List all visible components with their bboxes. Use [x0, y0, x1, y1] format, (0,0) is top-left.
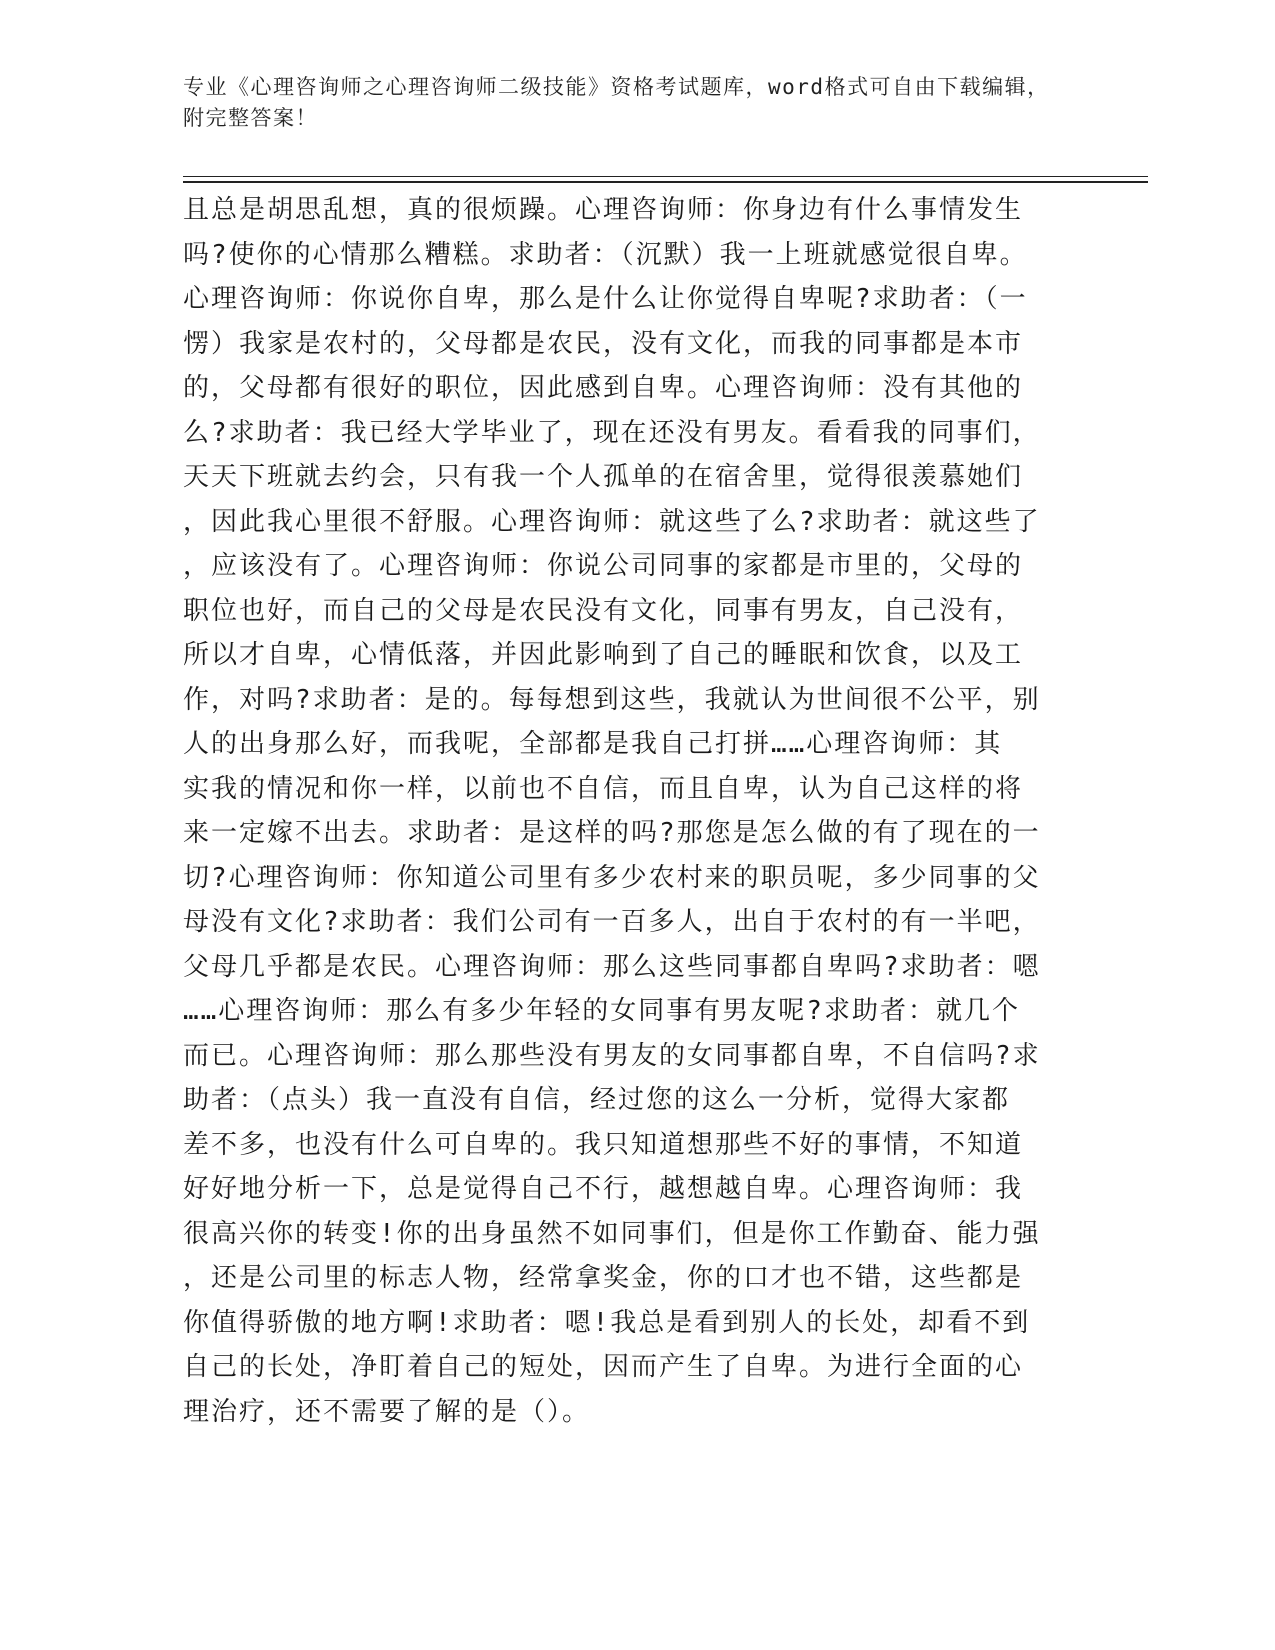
body-line: 母没有文化?求助者：我们公司有一百多人，出自于农村的有一半吧，	[183, 907, 1041, 937]
body-line: ……心理咨询师：那么有多少年轻的女同事有男友呢?求助者：就几个	[183, 996, 1020, 1026]
body-line: 且总是胡思乱想，真的很烦躁。心理咨询师：你身边有什么事情发生	[183, 195, 1024, 225]
body-line: 理治疗，还不需要了解的是（）。	[183, 1396, 591, 1427]
body-line: 人的出身那么好，而我呢，全部都是我自己打拼……心理咨询师：其	[183, 729, 1003, 759]
body-line: 吗?使你的心情那么糟糕。求助者：（沉默）我一上班就感觉很自卑。	[183, 239, 1028, 270]
body-line: ，应该没有了。心理咨询师：你说公司同事的家都是市里的，父母的	[183, 551, 1024, 581]
body-line: 父母几乎都是农民。心理咨询师：那么这些同事都自卑吗?求助者：嗯	[183, 951, 1041, 982]
body-line: 差不多，也没有什么可自卑的。我只知道想那些不好的事情，不知道	[183, 1129, 1024, 1160]
body-line: 实我的情况和你一样，以前也不自信，而且自卑，认为自己这样的将	[183, 773, 1024, 804]
body-line: 心理咨询师：你说你自卑，那么是什么让你觉得自卑呢?求助者：（一	[183, 284, 1028, 314]
body-line: 切?心理咨询师：你知道公司里有多少农村来的职员呢，多少同事的父	[183, 862, 1041, 893]
body-line: 所以才自卑，心情低落，并因此影响到了自己的睡眠和饮食，以及工	[183, 640, 1024, 670]
body-line: 你值得骄傲的地方啊!求助者：嗯!我总是看到别人的长处，却看不到	[183, 1307, 1031, 1338]
body-line: 好好地分析一下，总是觉得自己不行，越想越自卑。心理咨询师：我	[183, 1174, 1024, 1204]
body-line: 自己的长处，净盯着自己的短处，因而产生了自卑。为进行全面的心	[183, 1352, 1024, 1382]
body-line: 很高兴你的转变!你的出身虽然不如同事们，但是你工作勤奋、能力强	[183, 1218, 1041, 1249]
body-line: ，因此我心里很不舒服。心理咨询师：就这些了么?求助者：就这些了	[183, 506, 1041, 537]
body-line: 作，对吗?求助者：是的。每每想到这些，我就认为世间很不公平，别	[183, 684, 1041, 715]
body-line: 么?求助者：我已经大学毕业了，现在还没有男友。看看我的同事们，	[183, 417, 1041, 448]
body-line: 职位也好，而自己的父母是农民没有文化，同事有男友，自己没有，	[183, 595, 1024, 626]
body-line: 来一定嫁不出去。求助者：是这样的吗?那您是怎么做的有了现在的一	[183, 818, 1041, 848]
body-line: 愣）我家是农村的，父母都是农民，没有文化，而我的同事都是本市	[183, 328, 1024, 359]
body-line: 天天下班就去约会，只有我一个人孤单的在宿舍里，觉得很羡慕她们	[183, 462, 1024, 492]
body-line: ，还是公司里的标志人物，经常拿奖金，你的口才也不错，这些都是	[183, 1263, 1024, 1293]
body-line: 助者：（点头）我一直没有自信，经过您的这么一分析，觉得大家都	[183, 1085, 1011, 1115]
body-line: 的，父母都有很好的职位，因此感到自卑。心理咨询师：没有其他的	[183, 373, 1024, 403]
question-body	[183, 188, 1068, 1434]
body-line: 而已。心理咨询师：那么那些没有男友的女同事都自卑，不自信吗?求	[183, 1040, 1041, 1071]
header-divider-top	[183, 176, 1148, 177]
page-header: 专业《心理咨询师之心理咨询师二级技能》资格考试题库，word格式可自由下载编辑，附完整答案！	[183, 75, 1050, 130]
header-divider-bottom	[183, 181, 1148, 183]
